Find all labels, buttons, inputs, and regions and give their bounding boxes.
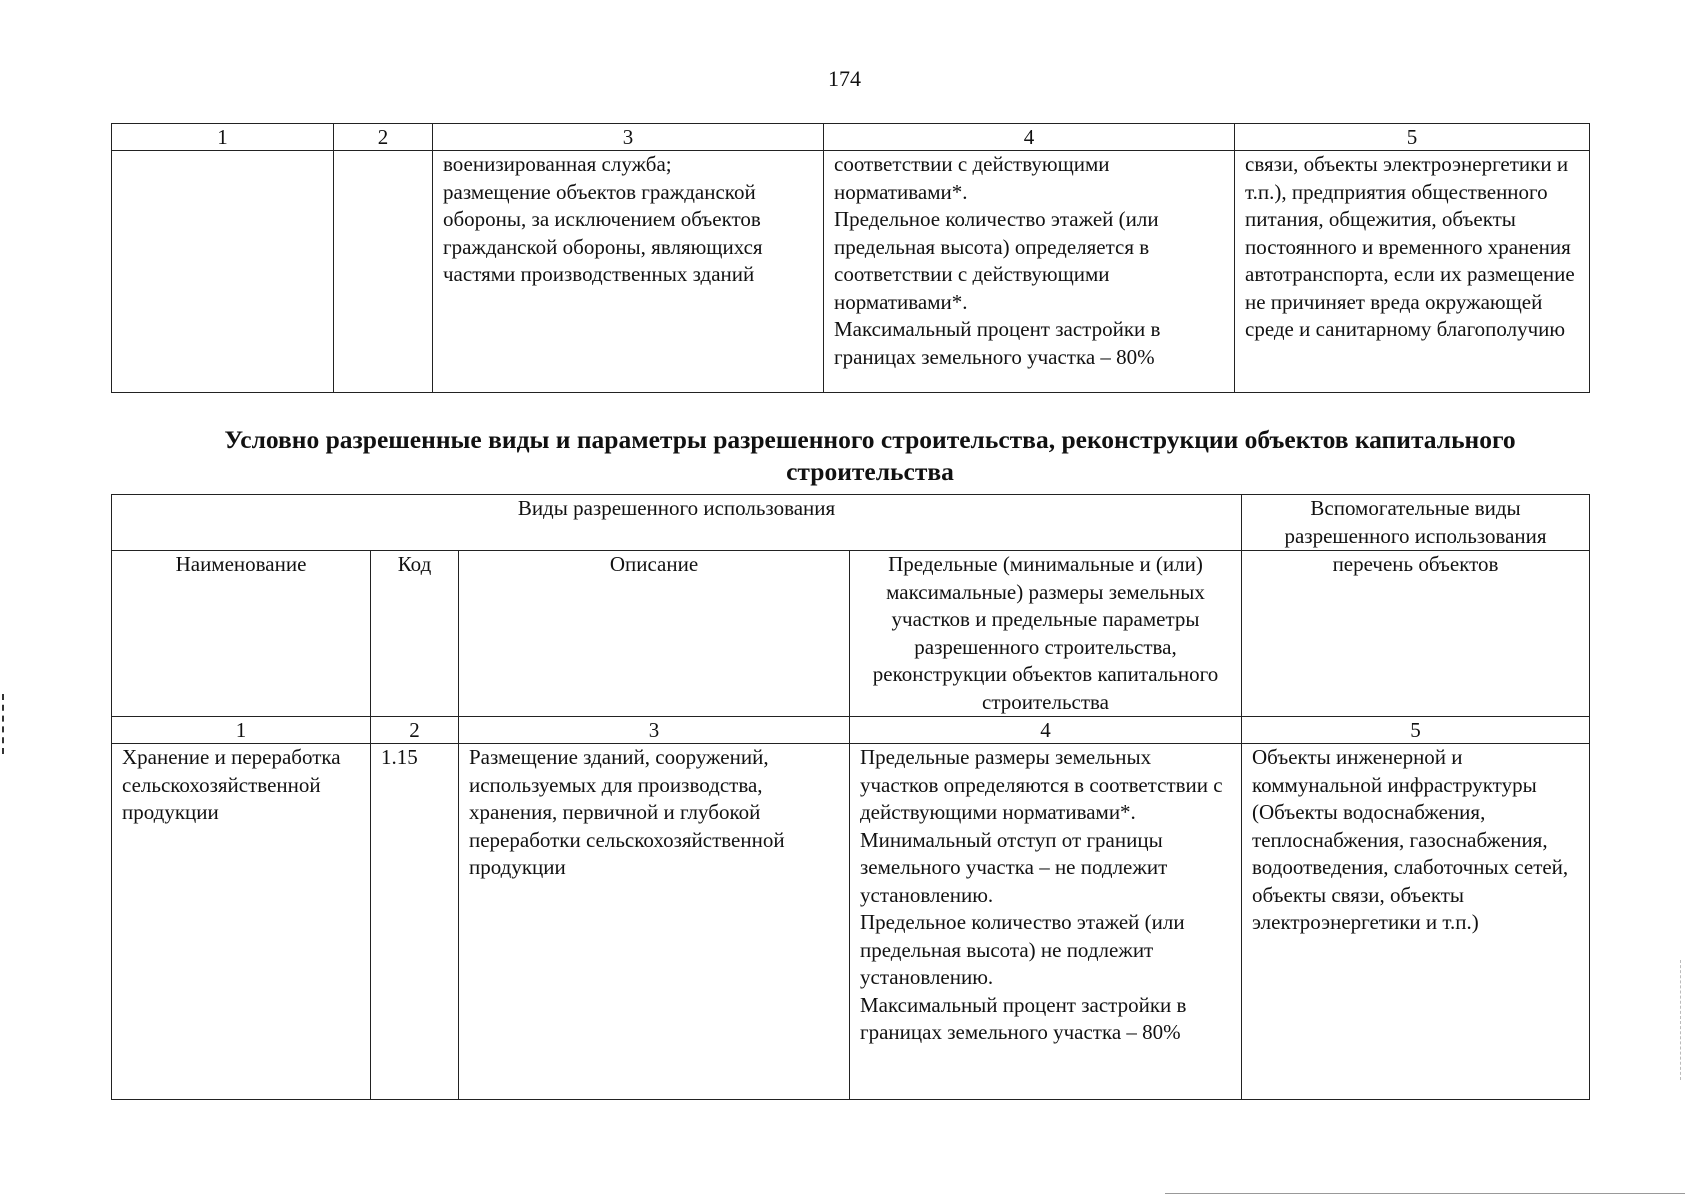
scan-margin-marks xyxy=(2,694,8,754)
column-number: 5 xyxy=(1235,124,1590,151)
cell-name: Хранение и переработка сельскохозяйственной продукции xyxy=(112,744,371,1100)
column-header-row xyxy=(112,551,1590,717)
column-header-code: Код xyxy=(371,551,459,717)
column-number: 2 xyxy=(334,124,433,151)
column-number: 5 xyxy=(1242,717,1590,744)
table-row xyxy=(112,151,1590,393)
column-number: 4 xyxy=(850,717,1242,744)
continuation-table xyxy=(111,123,1590,393)
group-header-aux: Вспомогательные виды разрешенного использования xyxy=(1242,495,1590,551)
table-cell: соответствии с действующими нормативами*. Предельное количество этажей (или предельная высота) определяется в соответствии с действующими нормативами*. Максимальный процент застройки в границах земельного участка – 80% xyxy=(824,151,1235,393)
table-cell xyxy=(334,151,433,393)
page-number: 174 xyxy=(828,66,861,91)
cell-limits: Предельные размеры земельных участков определяются в соответствии с действующими нормативами*. Минимальный отступ от границы земельного участка – не подлежит установлению. Предельное количество этажей (или предельная высота) не подлежит установлению. Максимальный процент застройки в границах земельного участка – 80% xyxy=(850,744,1242,1100)
column-number: 3 xyxy=(433,124,824,151)
table-row xyxy=(112,744,1590,1100)
cell-objects: Объекты инженерной и коммунальной инфраструктуры (Объекты водоснабжения, теплоснабжения, газоснабжения, водоотведения, слаботочных сетей, объекты связи, объекты электроэнергетики и т.п.) xyxy=(1242,744,1590,1100)
group-header-row xyxy=(112,495,1590,551)
column-header-description: Описание xyxy=(459,551,850,717)
column-header-objects: перечень объектов xyxy=(1242,551,1590,717)
column-number: 3 xyxy=(459,717,850,744)
table-cell xyxy=(112,151,334,393)
cell-description: Размещение зданий, сооружений, используемых для производства, хранения, первичной и глубокой переработки сельскохозяйственной продукции xyxy=(459,744,850,1100)
permitted-uses-table xyxy=(111,494,1590,1100)
column-number: 4 xyxy=(824,124,1235,151)
column-number: 2 xyxy=(371,717,459,744)
table-cell: связи, объекты электроэнергетики и т.п.), предприятия общественного питания, общежития, объекты постоянного и временного хранения автотранспорта, если их размещение не причиняет вреда окружающей среде и санитарному благополучию xyxy=(1235,151,1590,393)
group-header-main: Виды разрешенного использования xyxy=(112,495,1242,551)
scan-edge-marks xyxy=(1680,960,1681,1080)
column-number-row xyxy=(112,124,1590,151)
column-header-limits: Предельные (минимальные и (или) максимальные) размеры земельных участков и предельные параметры разрешенного строительства, реконструкции объектов капитального строительства xyxy=(850,551,1242,717)
column-number-row xyxy=(112,717,1590,744)
scan-bottom-line xyxy=(1165,1193,1685,1194)
column-number: 1 xyxy=(112,717,371,744)
cell-code: 1.15 xyxy=(371,744,459,1100)
column-header-name: Наименование xyxy=(112,551,371,717)
section-heading: Условно разрешенные виды и параметры разрешенного строительства, реконструкции объектов капитального строительства xyxy=(224,425,1516,486)
table-cell: военизированная служба; размещение объектов гражданской обороны, за исключением объектов гражданской обороны, являющихся частями производственных зданий xyxy=(433,151,824,393)
column-number: 1 xyxy=(112,124,334,151)
